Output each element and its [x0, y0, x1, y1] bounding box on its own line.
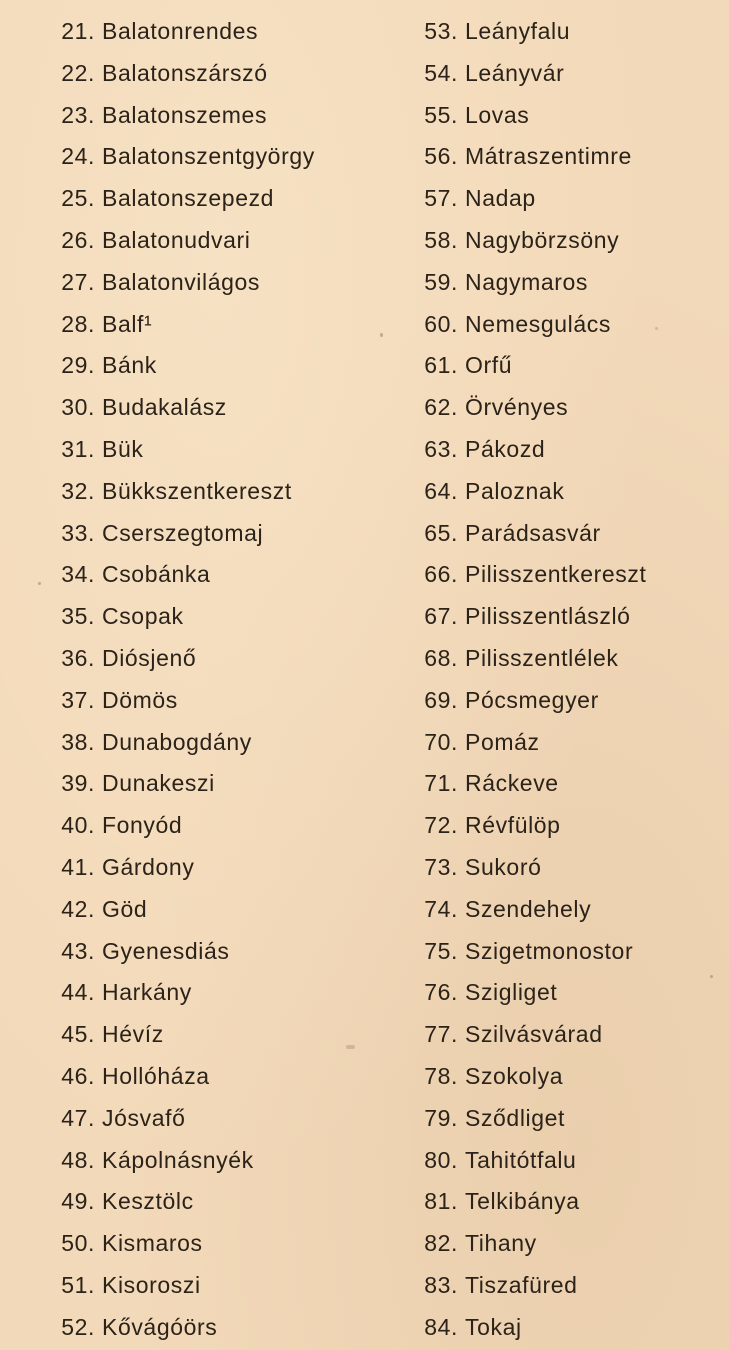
list-item [410, 1014, 725, 1056]
item-number: 44. [61, 979, 95, 1006]
item-name: Bük [102, 435, 144, 462]
item-name: Pomáz [465, 728, 540, 755]
list-item [410, 596, 725, 638]
item-number: 24. [61, 143, 95, 170]
item-number: 33. [61, 519, 95, 546]
item-name: Balf¹ [102, 310, 153, 337]
list-item [44, 262, 384, 304]
item-name: Paloznak [465, 477, 565, 504]
list-item [44, 805, 384, 847]
paper-speck [346, 1045, 355, 1049]
left-column-list [44, 11, 384, 1349]
item-name: Bükkszentkereszt [102, 477, 292, 504]
item-number: 48. [61, 1146, 95, 1173]
item-name: Tiszafüred [465, 1271, 578, 1298]
item-number: 34. [61, 561, 95, 588]
item-name: Tahitótfalu [465, 1146, 577, 1173]
item-number: 83. [424, 1271, 458, 1298]
item-name: Balatonszepezd [102, 185, 275, 212]
item-name: Hollóháza [102, 1062, 210, 1089]
list-item [44, 722, 384, 764]
item-name: Dunakeszi [102, 770, 215, 797]
item-number: 31. [61, 435, 95, 462]
item-name: Kápolnásnyék [102, 1146, 254, 1173]
list-item [44, 513, 384, 555]
list-item [410, 805, 725, 847]
item-name: Balatonvilágos [102, 268, 261, 295]
item-number: 32. [61, 477, 95, 504]
list-item [44, 345, 384, 387]
item-number: 68. [424, 644, 458, 671]
list-item [44, 53, 384, 95]
list-item [44, 95, 384, 137]
item-number: 80. [424, 1146, 458, 1173]
list-item [410, 513, 725, 555]
item-name: Mátraszentimre [465, 143, 632, 170]
item-name: Dunabogdány [102, 728, 252, 755]
item-number: 22. [61, 59, 95, 86]
item-name: Leányfalu [465, 18, 571, 44]
item-number: 63. [424, 435, 458, 462]
list-item [410, 136, 725, 178]
item-number: 77. [424, 1021, 458, 1048]
item-name: Ráckeve [465, 770, 559, 797]
item-name: Fonyód [102, 812, 183, 839]
item-number: 26. [61, 226, 95, 253]
item-number: 70. [424, 728, 458, 755]
item-name: Révfülöp [465, 812, 561, 839]
list-item [44, 889, 384, 931]
list-item [44, 1140, 384, 1182]
item-number: 82. [424, 1230, 458, 1257]
item-name: Jósvafő [102, 1104, 186, 1131]
list-item [44, 554, 384, 596]
item-number: 36. [61, 644, 95, 671]
item-number: 30. [61, 394, 95, 421]
item-number: 84. [424, 1313, 458, 1340]
list-item [410, 1056, 725, 1098]
item-number: 64. [424, 477, 458, 504]
item-name: Nagybörzsöny [465, 226, 620, 253]
item-name: Tihany [465, 1230, 537, 1257]
item-name: Csopak [102, 603, 184, 630]
item-number: 75. [424, 937, 458, 964]
item-number: 45. [61, 1021, 95, 1048]
item-number: 37. [61, 686, 95, 713]
item-number: 27. [61, 268, 95, 295]
list-item [410, 889, 725, 931]
item-name: Szokolya [465, 1062, 564, 1089]
item-name: Lovas [465, 101, 530, 128]
item-name: Szilvásvárad [465, 1021, 603, 1048]
item-number: 81. [424, 1188, 458, 1215]
item-name: Balatonszentgyörgy [102, 143, 315, 170]
item-number: 53. [424, 18, 458, 44]
list-item [44, 136, 384, 178]
paper-speck [38, 582, 41, 585]
list-item [410, 387, 725, 429]
list-item [44, 638, 384, 680]
list-item [44, 1098, 384, 1140]
list-item [44, 471, 384, 513]
item-name: Pilisszentlélek [465, 644, 619, 671]
item-number: 25. [61, 185, 95, 212]
list-item [44, 847, 384, 889]
list-item [410, 972, 725, 1014]
item-number: 71. [424, 770, 458, 797]
item-number: 62. [424, 394, 458, 421]
item-number: 60. [424, 310, 458, 337]
item-name: Kismaros [102, 1230, 203, 1257]
item-name: Kisoroszi [102, 1271, 201, 1298]
list-item [410, 680, 725, 722]
list-item [44, 429, 384, 471]
item-number: 74. [424, 895, 458, 922]
item-number: 57. [424, 185, 458, 212]
list-item [410, 1098, 725, 1140]
list-item [44, 178, 384, 220]
item-name: Kesztölc [102, 1188, 194, 1215]
item-name: Dömös [102, 686, 178, 713]
item-name: Nemesgulács [465, 310, 611, 337]
item-number: 46. [61, 1062, 95, 1089]
item-name: Szendehely [465, 895, 592, 922]
item-name: Parádsasvár [465, 519, 601, 546]
item-name: Tokaj [465, 1313, 522, 1340]
item-number: 66. [424, 561, 458, 588]
item-name: Bánk [102, 352, 157, 379]
item-number: 49. [61, 1188, 95, 1215]
list-item [410, 638, 725, 680]
item-number: 23. [61, 101, 95, 128]
item-name: Pákozd [465, 435, 546, 462]
item-number: 43. [61, 937, 95, 964]
list-item [44, 1056, 384, 1098]
item-name: Gárdony [102, 853, 195, 880]
item-name: Göd [102, 895, 148, 922]
list-item [44, 931, 384, 973]
list-item [44, 304, 384, 346]
item-name: Balatonszemes [102, 101, 268, 128]
list-item [410, 722, 725, 764]
list-item [410, 1223, 725, 1265]
item-number: 38. [61, 728, 95, 755]
list-item [410, 847, 725, 889]
item-number: 58. [424, 226, 458, 253]
item-number: 78. [424, 1062, 458, 1089]
item-name: Cserszegtomaj [102, 519, 264, 546]
list-item [44, 1223, 384, 1265]
list-item [410, 471, 725, 513]
item-name: Csobánka [102, 561, 211, 588]
item-name: Szigetmonostor [465, 937, 634, 964]
list-item [410, 11, 725, 53]
item-name: Gyenesdiás [102, 937, 230, 964]
list-item [410, 345, 725, 387]
list-item [44, 1014, 384, 1056]
item-number: 67. [424, 603, 458, 630]
item-number: 65. [424, 519, 458, 546]
list-item [410, 1307, 725, 1349]
list-item [44, 972, 384, 1014]
item-number: 50. [61, 1230, 95, 1257]
list-item [44, 596, 384, 638]
item-name: Leányvár [465, 59, 565, 86]
list-item [410, 95, 725, 137]
paper-speck [655, 327, 658, 330]
item-name: Budakalász [102, 394, 227, 421]
item-name: Pilisszentlászló [465, 603, 631, 630]
list-item [44, 1181, 384, 1223]
item-name: Szigliget [465, 979, 558, 1006]
item-number: 76. [424, 979, 458, 1006]
item-name: Kővágóörs [102, 1313, 218, 1340]
item-name: Sukoró [465, 853, 542, 880]
list-item [410, 429, 725, 471]
item-number: 55. [424, 101, 458, 128]
item-number: 59. [424, 268, 458, 295]
list-item [44, 220, 384, 262]
list-item [410, 763, 725, 805]
list-item [410, 931, 725, 973]
list-item [410, 1181, 725, 1223]
list-item [44, 680, 384, 722]
list-item [44, 1265, 384, 1307]
item-name: Balatonrendes [102, 18, 259, 44]
item-name: Pócsmegyer [465, 686, 599, 713]
item-name: Orfű [465, 352, 513, 379]
paper-speck [380, 333, 383, 337]
item-name: Telkibánya [465, 1188, 580, 1215]
item-name: Balatonudvari [102, 226, 251, 253]
item-name: Pilisszentkereszt [465, 561, 647, 588]
list-item [410, 53, 725, 95]
item-number: 35. [61, 603, 95, 630]
item-name: Diósjenő [102, 644, 197, 671]
item-number: 56. [424, 143, 458, 170]
item-number: 40. [61, 812, 95, 839]
item-number: 28. [61, 310, 95, 337]
item-number: 51. [61, 1271, 95, 1298]
item-number: 29. [61, 352, 95, 379]
item-number: 69. [424, 686, 458, 713]
list-item [44, 11, 384, 53]
item-number: 54. [424, 59, 458, 86]
item-number: 61. [424, 352, 458, 379]
item-number: 21. [61, 18, 95, 44]
item-number: 47. [61, 1104, 95, 1131]
item-number: 39. [61, 770, 95, 797]
list-item [44, 1307, 384, 1349]
list-item [410, 262, 725, 304]
list-item [44, 387, 384, 429]
list-item [410, 1265, 725, 1307]
item-number: 79. [424, 1104, 458, 1131]
list-item [410, 554, 725, 596]
item-name: Sződliget [465, 1104, 566, 1131]
list-item [410, 220, 725, 262]
item-number: 52. [61, 1313, 95, 1340]
item-number: 42. [61, 895, 95, 922]
item-number: 73. [424, 853, 458, 880]
list-item [410, 304, 725, 346]
item-number: 72. [424, 812, 458, 839]
paper-speck [710, 975, 713, 978]
item-name: Nadap [465, 185, 536, 212]
item-name: Örvényes [465, 394, 569, 421]
item-name: Hévíz [102, 1021, 164, 1048]
item-name: Nagymaros [465, 268, 588, 295]
item-name: Balatonszárszó [102, 59, 268, 86]
list-item [410, 178, 725, 220]
right-column-list [410, 11, 725, 1349]
list-item [44, 763, 384, 805]
item-name: Harkány [102, 979, 192, 1006]
item-number: 41. [61, 853, 95, 880]
list-item [410, 1140, 725, 1182]
